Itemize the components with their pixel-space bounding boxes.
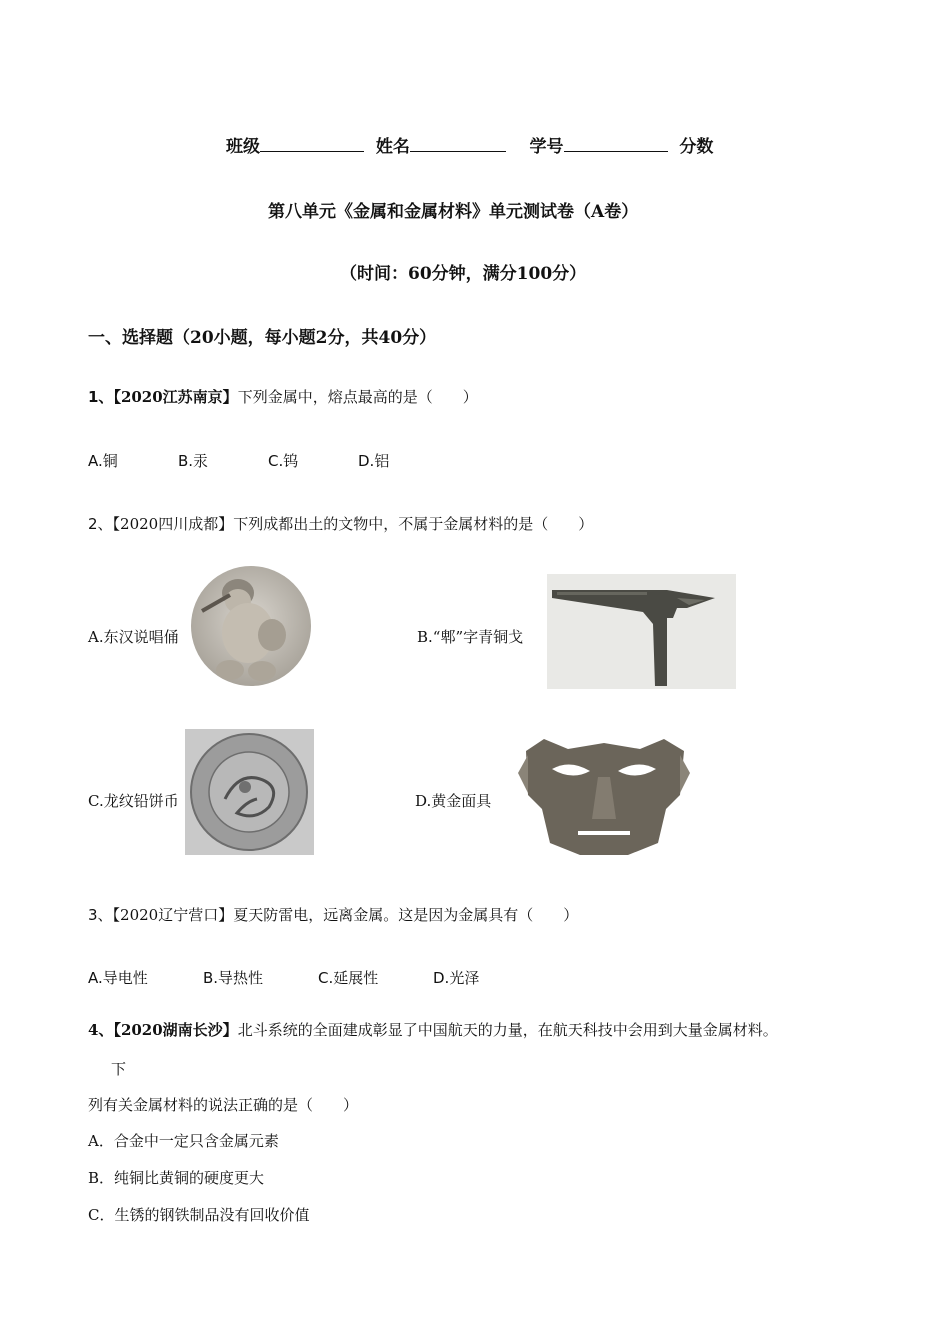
q3-stem: 夏天防雷电，远离金属。这是因为金属具有（ ） bbox=[233, 906, 579, 924]
q2-option-d[interactable]: D.黄金面具 bbox=[415, 792, 492, 810]
question-3 bbox=[88, 904, 578, 925]
name-label: 姓名 bbox=[375, 137, 410, 157]
question-2 bbox=[88, 513, 593, 534]
q4-option-c[interactable]: C．生锈的钢铁制品没有回收价值 bbox=[88, 1206, 310, 1224]
q3-option-d[interactable]: D.光泽 bbox=[433, 969, 480, 987]
id-label: 学号 bbox=[529, 137, 564, 157]
q3-option-b[interactable]: B.导热性 bbox=[203, 969, 264, 987]
q1-number: 1、 bbox=[88, 388, 114, 406]
question-1 bbox=[88, 386, 478, 407]
page-subtitle: （时间：60分钟，满分100分） bbox=[340, 264, 587, 284]
q4-source: 【2020湖南长沙】 bbox=[113, 1021, 238, 1039]
q4-stem-line3: 列有关金属材料的说法正确的是（ ） bbox=[88, 1096, 359, 1114]
q1-option-a[interactable]: A.铜 bbox=[88, 452, 118, 470]
q4-option-a[interactable]: A．合金中一定只含金属元素 bbox=[88, 1132, 279, 1150]
q4-option-b[interactable]: B．纯铜比黄铜的硬度更大 bbox=[88, 1169, 265, 1187]
bronze-dagger-image bbox=[547, 574, 736, 689]
q3-option-a[interactable]: A.导电性 bbox=[88, 969, 148, 987]
figurine-image bbox=[190, 565, 312, 687]
q4-stem-line2: 下 bbox=[111, 1060, 127, 1078]
section-heading: 一、选择题（20小题，每小题2分，共40分） bbox=[88, 328, 437, 348]
score-label: 分数 bbox=[679, 137, 714, 157]
silver-coin-image bbox=[185, 729, 314, 855]
class-blank[interactable] bbox=[260, 135, 364, 152]
q3-options bbox=[0, 967, 950, 989]
q1-options bbox=[0, 450, 950, 472]
name-blank[interactable] bbox=[410, 135, 506, 152]
q3-option-c[interactable]: C.延展性 bbox=[318, 969, 379, 987]
q2-number: 2、 bbox=[88, 515, 113, 533]
q2-option-c[interactable]: C.龙纹铅饼币 bbox=[88, 792, 179, 810]
q4-stem-line1: 北斗系统的全面建成彰显了中国航天的力量，在航天科技中会用到大量金属材料。 bbox=[237, 1021, 778, 1039]
student-info-line bbox=[226, 132, 713, 157]
question-4 bbox=[88, 1019, 778, 1040]
q3-number: 3、 bbox=[88, 906, 113, 924]
q2-option-a[interactable]: A.东汉说唱俑 bbox=[88, 628, 179, 646]
q1-option-b[interactable]: B.汞 bbox=[178, 452, 209, 470]
q4-number: 4、 bbox=[88, 1021, 114, 1039]
page-title: 第八单元《金属和金属材料》单元测试卷（A卷） bbox=[268, 202, 639, 222]
q1-option-d[interactable]: D.铝 bbox=[358, 452, 390, 470]
q3-source: 【2020辽宁营口】 bbox=[112, 906, 234, 924]
class-label: 班级 bbox=[226, 137, 260, 157]
q1-source: 【2020江苏南京】 bbox=[113, 388, 238, 406]
q2-stem: 下列成都出土的文物中，不属于金属材料的是（ ） bbox=[233, 515, 594, 533]
id-blank[interactable] bbox=[564, 135, 668, 152]
q2-option-b[interactable]: B.“郫”字青铜戈 bbox=[417, 628, 524, 646]
q2-source: 【2020四川成都】 bbox=[112, 515, 234, 533]
gold-mask-image bbox=[508, 733, 700, 857]
q1-stem: 下列金属中，熔点最高的是（ ） bbox=[237, 388, 478, 406]
q1-option-c[interactable]: C.钨 bbox=[268, 452, 299, 470]
